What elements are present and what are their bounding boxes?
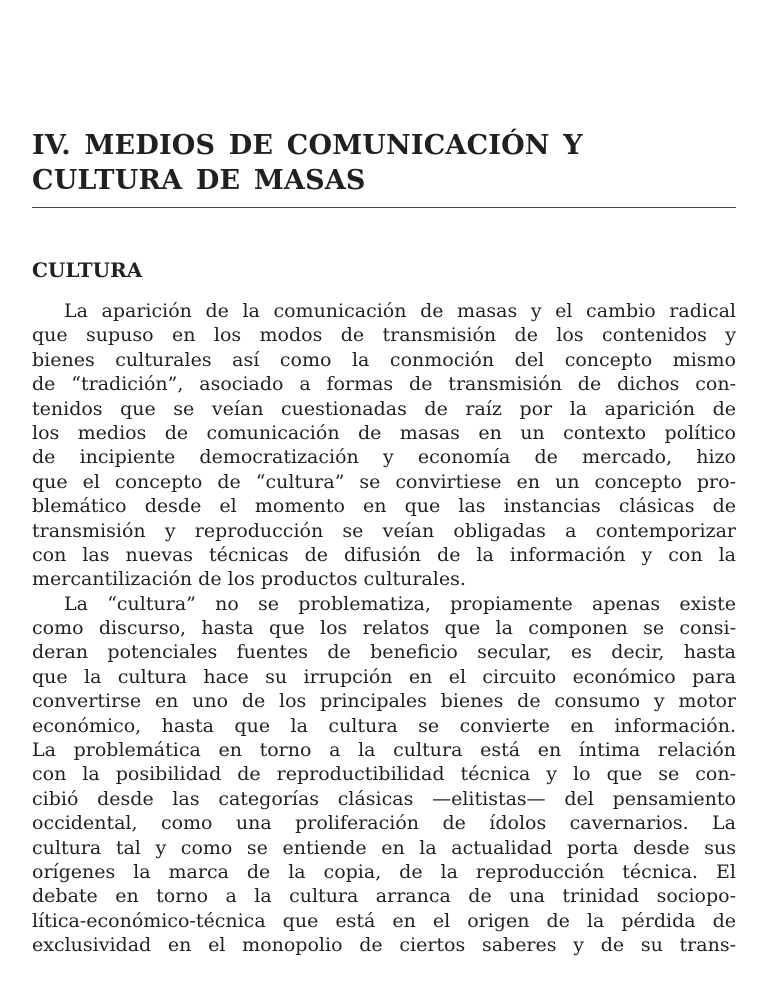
paragraph-line: cultura tal y como se entiende en la actualidad porta desde sus <box>32 836 736 859</box>
paragraph-line: La aparición de la comunicación de masas y el cambio radical <box>64 300 736 322</box>
paragraph-line: de incipiente democratización y economía de mercado, hizo <box>32 446 736 469</box>
paragraph-line: La problemática en torno a la cultura está en íntima relación <box>32 739 736 762</box>
paragraph-line: con la posibilidad de reproductibilidad técnica y lo que se con- <box>32 763 736 786</box>
paragraph-line: bienes culturales así como la conmoción del concepto mismo <box>32 348 736 371</box>
paragraph-line: como discurso, hasta que los relatos que la componen se consi- <box>32 617 736 640</box>
title-divider <box>32 207 736 208</box>
paragraph-line: exclusividad en el monopolio de ciertos saberes y de su trans- <box>32 934 736 957</box>
paragraph-line: que supuso en los modos de transmisión de los contenidos y <box>32 324 736 347</box>
chapter-title-line: IV. MEDIOS DE COMUNICACIÓN Y <box>32 130 583 161</box>
paragraph-line: que la cultura hace su irrupción en el circuito económico para <box>32 665 736 688</box>
section-heading: CULTURA <box>32 258 143 282</box>
chapter-title-line: CULTURA DE MASAS <box>32 165 366 196</box>
paragraph-line: mercantilización de los productos culturales. <box>32 568 466 591</box>
paragraph-line: cibió desde las categorías clásicas —elitistas— del pensamiento <box>32 787 736 810</box>
paragraph-line: que el concepto de “cultura” se convirtiese en un concepto pro- <box>32 470 736 493</box>
paragraph-line: occidental, como una proliferación de ídolos cavernarios. La <box>32 812 736 835</box>
paragraph-line: convertirse en uno de los principales bienes de consumo y motor <box>32 690 736 713</box>
paragraph-line: transmisión y reproducción se veían obligadas a contemporizar <box>32 519 736 542</box>
body-text <box>32 299 736 958</box>
paragraph-line: económico, hasta que la cultura se convierte en información. <box>32 714 736 737</box>
chapter-title <box>32 128 738 198</box>
paragraph-line: de “tradición”, asociado a formas de transmisión de dichos con- <box>32 373 736 396</box>
paragraph-line: orígenes la marca de la copia, de la reproducción técnica. El <box>32 860 736 883</box>
paragraph-line: los medios de comunicación de masas en un contexto político <box>32 421 736 444</box>
paragraph-line: debate en torno a la cultura arranca de una trinidad sociopo- <box>32 885 736 908</box>
paragraph-line: lítica-económico-técnica que está en el origen de la pérdida de <box>32 909 736 932</box>
paragraph-line: blemático desde el momento en que las instancias clásicas de <box>32 495 736 518</box>
paragraph-line: tenidos que se veían cuestionadas de raíz por la aparición de <box>32 397 736 420</box>
paragraph-line: con las nuevas técnicas de difusión de la información y con la <box>32 543 736 566</box>
paragraph-line: La “cultura” no se problematiza, propiamente apenas existe <box>64 592 736 615</box>
paragraph-line: deran potenciales fuentes de beneficio secular, es decir, hasta <box>32 641 736 664</box>
